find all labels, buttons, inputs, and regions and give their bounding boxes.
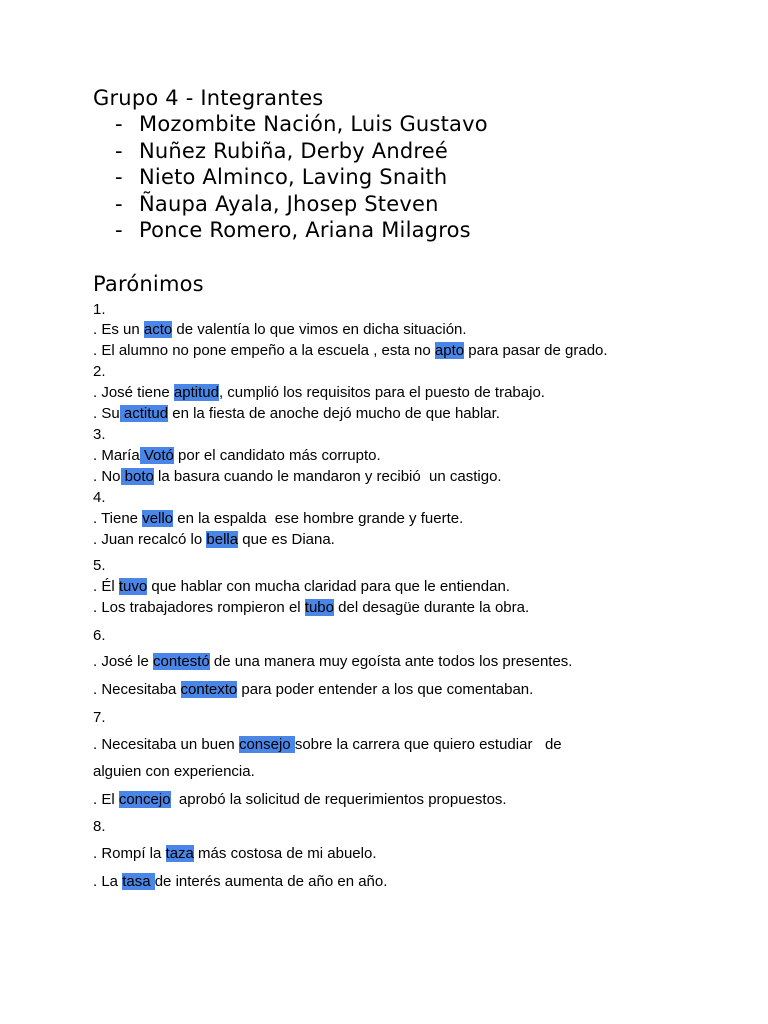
highlighted-paronym: taza: [165, 845, 194, 862]
bullet-dash: -: [115, 192, 123, 216]
sentence: . Necesitaba un buen consejo sobre la carrera que quiero estudiar de: [93, 736, 562, 753]
bullet-dash: -: [115, 218, 123, 242]
highlighted-paronym: aptitud: [173, 384, 219, 401]
sentence: . Su actitud en la fiesta de anoche dejó mucho de que hablar.: [93, 405, 500, 422]
sentence: . No boto la basura cuando le mandaron y recibió un castigo.: [93, 468, 502, 485]
bullet-dash: -: [115, 139, 123, 163]
sentence: . Es un acto de valentía lo que vimos en dicha situación.: [93, 321, 467, 338]
highlighted-paronym: tasa: [122, 873, 155, 890]
sentence: . José tiene aptitud, cumplió los requisitos para el puesto de trabajo.: [93, 384, 545, 401]
group-title: Grupo 4 - Integrantes: [93, 86, 324, 110]
highlighted-paronym: acto: [143, 321, 173, 338]
highlighted-paronym: consejo: [238, 736, 295, 753]
member-item: [115, 164, 447, 190]
exercise-number: 5.: [93, 557, 106, 574]
exercise-number: 2.: [93, 363, 106, 380]
exercise-number: 4.: [93, 489, 106, 506]
sentence: . La tasa de interés aumenta de año en año.: [93, 873, 388, 890]
sentence: . Juan recalcó lo bella que es Diana.: [93, 531, 335, 548]
member-name: Ponce Romero, Ariana Milagros: [139, 218, 471, 242]
highlighted-paronym: bella: [206, 531, 239, 548]
sentence: . Él tuvo que hablar con mucha claridad para que le entiendan.: [93, 578, 510, 595]
highlighted-paronym: apto: [434, 342, 465, 359]
highlighted-paronym: boto: [120, 468, 154, 485]
highlighted-paronym: contexto: [180, 681, 238, 698]
highlighted-paronym: tuvo: [118, 578, 148, 595]
highlighted-paronym: actitud: [119, 405, 169, 422]
bullet-dash: -: [115, 165, 123, 189]
member-item: [115, 111, 488, 137]
highlighted-paronym: concejo: [118, 791, 171, 808]
sentence: . José le contestó de una manera muy egoísta ante todos los presentes.: [93, 653, 573, 670]
exercise-number: 6.: [93, 627, 106, 644]
member-name: Ñaupa Ayala, Jhosep Steven: [139, 192, 439, 216]
member-name: Nuñez Rubiña, Derby Andreé: [139, 139, 448, 163]
member-item: [115, 138, 448, 164]
highlighted-paronym: Votó: [139, 447, 174, 464]
bullet-dash: -: [115, 112, 123, 136]
highlighted-paronym: contestó: [153, 653, 210, 670]
sentence: . Necesitaba contexto para poder entender a los que comentaban.: [93, 681, 534, 698]
sentence: . Tiene vello en la espalda ese hombre grande y fuerte.: [93, 510, 464, 527]
sentence-continuation: alguien con experiencia.: [93, 763, 255, 780]
sentence: . El concejo aprobó la solicitud de requerimientos propuestos.: [93, 791, 507, 808]
section-title: Parónimos: [93, 272, 204, 296]
member-item: [115, 191, 439, 217]
sentence: . El alumno no pone empeño a la escuela , esta no apto para pasar de grado.: [93, 342, 608, 359]
exercise-number: 7.: [93, 709, 106, 726]
member-name: Mozombite Nación, Luis Gustavo: [139, 112, 488, 136]
highlighted-paronym: vello: [142, 510, 174, 527]
sentence: . Rompí la taza más costosa de mi abuelo.: [93, 845, 377, 862]
member-item: [115, 217, 471, 243]
exercise-number: 3.: [93, 426, 106, 443]
sentence: . Los trabajadores rompieron el tubo del desagüe durante la obra.: [93, 599, 530, 616]
exercise-number: 1.: [93, 301, 106, 318]
member-name: Nieto Alminco, Laving Snaith: [139, 165, 448, 189]
exercise-number: 8.: [93, 818, 106, 835]
sentence: . María Votó por el candidato más corrupto.: [93, 447, 381, 464]
highlighted-paronym: tubo: [304, 599, 334, 616]
